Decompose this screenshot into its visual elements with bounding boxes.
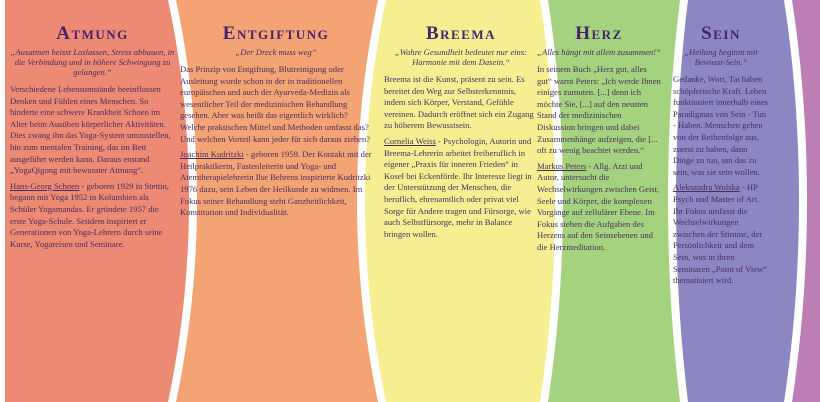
column-text: Breema ist die Kunst, präsent zu sein. Es bereitet den Weg zur Selbsterkenntnis, indem sich Körper, Verstand, Gefühle vereinen. Dadurch eröffnet sich ein Zugang zu höherem Bewusstsein. [384, 74, 534, 131]
person-name: Cornelia Weiss [384, 135, 436, 146]
column-title: Atmung [56, 23, 129, 44]
person-name: Hans-Georg Schoen [10, 180, 80, 191]
column-text: Verschiedene Lebensumstände beeinflussen Denken und Fühlen eines Menschen. So hinderte eine schwere Krankheit Schoen im Alter beim Ausüben körperlicher Aktivitäten. Dies zwang ihn das Yoga-System umzustellen, hin zum mentalen Training, das im Bett ausgeführt werden kann. Daraus enstand „YogaQigong mit bewusster Atmung“. [10, 84, 171, 176]
person-name: Markus Peters [537, 160, 587, 171]
column-motto: „Heilung beginnt mit Bewusst-Sein.“ [684, 47, 758, 67]
person-bio: - geboren 1959. Der Kontakt mit der Heilpraktikerin, Fastenleiterin und Yoga- und Atemtherapielehrerin Ilse Behrens inspirierte Kudritzki 1976 dazu, sein Leben der Heilkunde zu widmen. Im Fokus seiner Behandlung steht Ganzheitlichkeit, Konstitution und Individualität. [180, 149, 372, 218]
column-text: Gedanke, Wort, Tat haben schöpferische Kraft. Leben funktioniert innerhalb eines Paradigmas von Sein - Tun - Haben. Menschen gehen von der Reihenfolge aus, zuerst zu haben, dann Dinge zu tun, um das zu sein, was sie sein wollen. [673, 74, 768, 177]
person-name: Aleksandra Wolska [673, 182, 740, 193]
person-bio: - Allg. Arzt und Autor, untersucht die Wechselwirkungen zwischen Geist, Seele und Körper, die komplexen Vorgänge auf zellulärer Ebene. Im Fokus stehen die Aufgaben des Herzens auf den Seinsebenen und die Herzmeditation. [537, 160, 660, 252]
column-breema [381, 0, 541, 402]
person-bio: - HP Psych und Master of Art. Ihr Fokus umfasst die Wechselwirkungen zwischen der Stimme, der Persönlichkeit und dem Sein, was in ihren Seminaren „Point of View“ thematisiert wird. [673, 182, 768, 286]
person-bio: - geboren 1929 in Stettin, begann mit Yoga 1952 in Kolumbien als Schüler Yogamandas. Er gründete 1957 die erste Yoga-Schule. Seitdem inspiriert er Generationen von Yoga-Lehrern durch seine Kurse, Yogareisen und Seminare. [10, 180, 170, 249]
column-bio [10, 181, 175, 251]
column-text: In seinem Buch „Herz gut, alles gut“ warnt Peters: „Ich werde Ihnen einiges zumuten. [...] denn ich möchte Sie, [...] auf den neusten Stand der medizinischen Diskussion bringen und dabei Zusammenhänge aufzeigen, die [... oft zu wenig beachtet werden.“ [537, 64, 661, 156]
column-herz [534, 0, 664, 402]
column-motto: „Der Dreck muss weg“ [235, 47, 317, 57]
column-text: Das Prinzip von Entgiftung, Blutreinigung oder Ausleitung wurde schon in der in traditionellen europäischen und auch der Ayurveda-Medizin als wesentlicher Teil der medizinischen Behandlung gesehen. Aber was heißt das eigentlich wirklich? Welche praktischen Mittel und Methoden umfasst das? Und welchen Vorteil kann jeder für sich daraus ziehen? [180, 64, 371, 144]
column-atmung [10, 0, 182, 402]
column-title: Entgiftung [222, 23, 330, 44]
column-entgiftung [180, 0, 380, 402]
column-sein [671, 0, 771, 402]
column-title: Breema [425, 23, 497, 44]
column-motto: „Ausatmen heisst Loslassen, Stress abbauen, in die Verbindung und in höhere Schwingung zu gelangen.“ [10, 47, 175, 77]
column-motto: „Wahre Gesundheit bedeutet nur eins: Harmonie mit dem Dasein.“ [394, 47, 528, 67]
person-bio: - Psychologin, Autorin und Breema-Lehrerin arbeitet freiberuflich in eigener „Praxis für inneren Frieden“ in Kosel bei Eckenförde. Ihr Interesse liegt in der Unterstützung der Menschen, die beruflich, ehrenamtlich oder privat viel Sorge für Andere tragen und Fürsorge, wie auch Selbstfürsorge, mehr in Balance bringen wollen. [384, 135, 532, 239]
column-motto: „Alles hängt mit allem zusammen!“ [537, 47, 661, 57]
column-bio [384, 136, 538, 240]
column-title: Sein [701, 23, 741, 44]
column-bio [673, 182, 769, 286]
column-title: Herz [575, 23, 623, 44]
person-name: Joachim Kudritzki [180, 149, 244, 160]
column-bio [537, 161, 661, 254]
column-bio [180, 149, 372, 219]
